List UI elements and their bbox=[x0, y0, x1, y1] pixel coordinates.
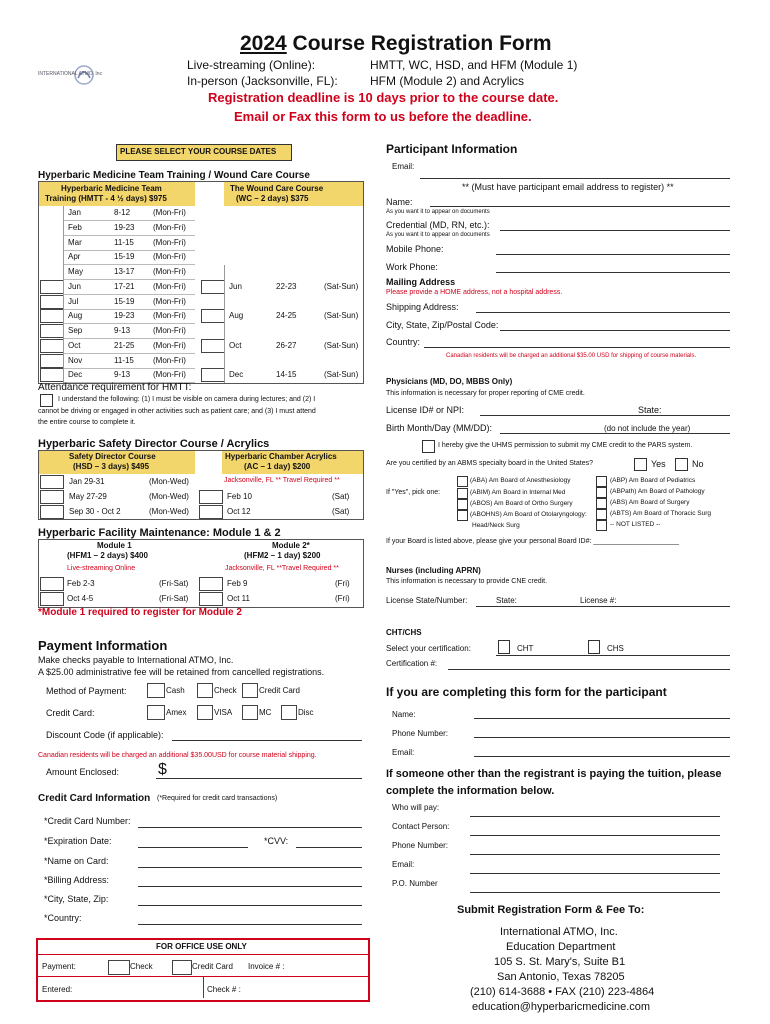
hfm-title: Hyperbaric Facility Maintenance: Module 1 & 2 bbox=[38, 527, 281, 539]
module-note: *Module 1 required to register for Module 2 bbox=[38, 607, 242, 618]
hsd-checkbox[interactable] bbox=[40, 490, 64, 504]
hmtt-checkbox[interactable] bbox=[40, 324, 64, 338]
hsd-title: Hyperbaric Safety Director Course / Acrylics bbox=[38, 438, 270, 450]
cht-title: CHT/CHS bbox=[386, 628, 422, 637]
amex-label: Amex bbox=[166, 708, 187, 717]
cc-info-title: Credit Card Information bbox=[38, 793, 151, 804]
board-id: If your Board is listed above, please give your personal Board ID#: ______________________ bbox=[386, 538, 680, 545]
submit-title: Submit Registration Form & Fee To: bbox=[457, 904, 645, 916]
select-dates-banner: PLEASE SELECT YOUR COURSE DATES bbox=[116, 144, 292, 161]
name-input[interactable] bbox=[430, 206, 730, 207]
mobile-input[interactable] bbox=[496, 254, 730, 255]
cvv-label: *CVV: bbox=[264, 836, 289, 846]
city-input[interactable] bbox=[500, 330, 730, 331]
birth-note: (do not include the year) bbox=[604, 424, 691, 433]
deadline-note: Registration deadline is 10 days prior to the course date. bbox=[208, 90, 559, 105]
cc-field-input[interactable] bbox=[138, 867, 362, 868]
live-courses: HMTT, WC, HSD, and HFM (Module 1) bbox=[370, 58, 578, 72]
address-line: education@hyperbaricmedicine.com bbox=[472, 1001, 651, 1013]
other-email-input[interactable] bbox=[470, 873, 720, 874]
live-label: Live-streaming (Online): bbox=[187, 58, 316, 72]
hmtt-days: 15-19 bbox=[114, 296, 135, 306]
ac-date: Oct 12 bbox=[227, 507, 251, 516]
credit-card-checkbox[interactable] bbox=[242, 683, 258, 698]
inperson-label: In-person (Jacksonville, FL): bbox=[187, 74, 338, 88]
m1-header: Module 1 (HFM1 – 2 days) $400 bbox=[39, 540, 197, 562]
payment-title: Payment Information bbox=[38, 638, 168, 653]
hmtt-weekday: (Mon-Fri) bbox=[153, 237, 186, 247]
m1-checkbox[interactable] bbox=[40, 592, 64, 606]
wc-days: 24-25 bbox=[276, 311, 297, 321]
discount-label: Discount Code (if applicable): bbox=[46, 730, 164, 740]
hmtt-days: 17-21 bbox=[114, 281, 135, 291]
hmtt-row-divider bbox=[63, 323, 195, 324]
hmtt-month: Jun bbox=[68, 281, 81, 291]
license-label: License ID# or NPI: bbox=[386, 405, 465, 415]
m1-weekday: (Fri-Sat) bbox=[159, 579, 189, 588]
board-label: (ABOHNS) Am Board of Otolaryngology: bbox=[470, 511, 587, 518]
hmtt-wc-title: Hyperbaric Medicine Team Training / Wound Care Course bbox=[38, 170, 310, 181]
wc-month: Aug bbox=[229, 311, 244, 321]
nurse-state-label: State: bbox=[496, 596, 517, 605]
hmtt-checkbox[interactable] bbox=[40, 280, 64, 294]
hmtt-month: Apr bbox=[68, 252, 81, 262]
wc-weekday: (Sat-Sun) bbox=[324, 281, 359, 291]
who-pays-input[interactable] bbox=[470, 816, 720, 817]
name-label: Name: bbox=[386, 197, 413, 207]
hmtt-row-divider bbox=[63, 235, 195, 236]
birth-input[interactable] bbox=[500, 433, 730, 434]
hsd-header: Safety Director Course (HSD – 3 days) $495 bbox=[39, 451, 195, 474]
hmtt-row-divider bbox=[63, 294, 195, 295]
cc-field-input[interactable] bbox=[138, 905, 362, 906]
permission-text: I hereby give the UHMS permission to submit my CME credit to the PARS system. bbox=[438, 442, 693, 449]
cc-field-label: *Country: bbox=[44, 913, 82, 923]
hmtt-row-divider bbox=[63, 264, 195, 265]
m1-checkbox[interactable] bbox=[40, 577, 64, 591]
wc-days: 14-15 bbox=[276, 370, 297, 380]
hmtt-checkbox[interactable] bbox=[40, 354, 64, 368]
mc-checkbox[interactable] bbox=[242, 705, 258, 720]
contact-input[interactable] bbox=[470, 835, 720, 836]
board-checkbox[interactable] bbox=[457, 499, 468, 510]
hmtt-days: 11-15 bbox=[114, 355, 134, 365]
attendance-text-3: the entire course to complete it. bbox=[38, 419, 136, 426]
mobile-label: Mobile Phone: bbox=[386, 244, 444, 254]
visa-label: VISA bbox=[214, 708, 233, 717]
payment-line-1: Make checks payable to International ATMO, Inc. bbox=[38, 655, 234, 665]
office-cc-box[interactable] bbox=[172, 960, 192, 975]
office-check-box[interactable] bbox=[108, 960, 130, 975]
address-line: San Antonio, Texas 78205 bbox=[497, 971, 625, 983]
if-yes-label: If "Yes", pick one: bbox=[386, 489, 441, 496]
hmtt-month: Oct bbox=[68, 340, 81, 350]
country-note: Canadian residents will be charged an additional $35.00 USD for shipping of course materials. bbox=[446, 353, 697, 359]
m2-date: Oct 11 bbox=[227, 594, 250, 603]
abms-question: Are you certified by an ABMS specialty board in the United States? bbox=[386, 460, 594, 467]
ac-checkbox[interactable] bbox=[199, 490, 223, 504]
nurses-note: This information is necessary to provide CNE credit. bbox=[386, 578, 548, 585]
hmtt-col-divider bbox=[63, 206, 64, 383]
participant-title: Participant Information bbox=[386, 142, 518, 156]
cert-select-line bbox=[496, 655, 730, 656]
email-label: Email: bbox=[392, 162, 415, 171]
hmtt-month: May bbox=[68, 267, 84, 276]
wc-weekday: (Sat-Sun) bbox=[324, 340, 359, 350]
board-label: (ABP) Am Board of Pediatrics bbox=[610, 477, 696, 484]
office-entered: Entered: bbox=[42, 985, 73, 994]
hmtt-days: 13-17 bbox=[114, 267, 135, 276]
board-label: (ABA) Am Board of Anesthesiology bbox=[470, 477, 571, 484]
physicians-title: Physicians (MD, DO, MBBS Only) bbox=[386, 377, 513, 386]
office-use-box bbox=[36, 938, 370, 1002]
yes-label: Yes bbox=[651, 459, 666, 469]
hmtt-weekday: (Mon-Fri) bbox=[153, 252, 186, 262]
credential-input[interactable] bbox=[500, 230, 730, 231]
cht-label: CHT bbox=[517, 644, 534, 653]
hmtt-days: 21-25 bbox=[114, 340, 135, 350]
disc-label: Disc bbox=[298, 708, 314, 717]
email-fax-note: Email or Fax this form to us before the deadline. bbox=[234, 109, 532, 124]
hmtt-checkbox[interactable] bbox=[40, 295, 64, 309]
hmtt-weekday: (Mon-Fri) bbox=[153, 267, 186, 276]
hsd-dates: Jan 29-31 bbox=[69, 477, 105, 486]
ac-date: Feb 10 bbox=[227, 492, 252, 501]
address-line: Education Department bbox=[506, 941, 616, 953]
office-title: FOR OFFICE USE ONLY bbox=[156, 942, 247, 951]
hsd-weekday: (Mon-Wed) bbox=[149, 492, 189, 501]
cc-field-input[interactable] bbox=[138, 886, 362, 887]
hmtt-checkbox[interactable] bbox=[40, 368, 64, 382]
hmtt-wc-table bbox=[38, 181, 364, 384]
city-label: City, State, Zip/Postal Code: bbox=[386, 320, 499, 330]
hmtt-days: 9-13 bbox=[114, 370, 131, 380]
ac-travel-note: Jacksonville, FL ** Travel Required ** bbox=[224, 477, 340, 484]
wc-month: Jun bbox=[229, 281, 242, 291]
country-label: Country: bbox=[386, 337, 421, 347]
hmtt-row-divider bbox=[63, 309, 195, 310]
board-checkbox[interactable] bbox=[457, 476, 468, 487]
license-input[interactable] bbox=[480, 415, 730, 416]
attendance-text-1: I understand the following: (1) I must be visible on camera during lectures; and (2) I bbox=[58, 396, 316, 403]
credential-note: As you want it to appear on documents bbox=[386, 232, 490, 238]
m1-note: Live-streaming Online bbox=[67, 565, 136, 572]
other-title-1: If someone other than the registrant is paying the tuition, please bbox=[386, 768, 722, 780]
atmo-logo: INTERNATIONAL ATMO, Inc bbox=[38, 62, 130, 92]
hmtt-checkbox[interactable] bbox=[40, 309, 64, 323]
hfm-table bbox=[38, 539, 364, 608]
hmtt-days: 19-23 bbox=[114, 311, 135, 321]
other-email-label: Email: bbox=[392, 860, 415, 869]
cc-field-label: *Name on Card: bbox=[44, 856, 109, 866]
hmtt-row-divider bbox=[63, 368, 195, 369]
cc-field-input[interactable] bbox=[138, 924, 362, 925]
wc-col-divider bbox=[224, 265, 225, 383]
completing-email-label: Email: bbox=[392, 748, 415, 757]
hmtt-weekday: (Mon-Fri) bbox=[153, 326, 186, 335]
dollar-sign: $ bbox=[158, 761, 167, 778]
no-checkbox[interactable] bbox=[675, 458, 688, 471]
completing-name-input[interactable] bbox=[474, 718, 730, 719]
board-checkbox[interactable] bbox=[457, 510, 468, 521]
completing-phone-input[interactable] bbox=[474, 737, 730, 738]
hmtt-weekday: (Mon-Fri) bbox=[153, 340, 186, 350]
mailing-title: Mailing Address bbox=[386, 277, 456, 287]
email-input[interactable] bbox=[420, 178, 730, 179]
cc-info-note: (*Required for credit card transactions) bbox=[157, 795, 278, 802]
cert-select-label: Select your certification: bbox=[386, 644, 471, 653]
form-title: 2024 Course Registration Form bbox=[240, 32, 552, 55]
cc-field-label: *Credit Card Number: bbox=[44, 816, 131, 826]
chs-checkbox[interactable] bbox=[588, 640, 600, 654]
hmtt-weekday: (Mon-Fri) bbox=[153, 222, 186, 232]
credit-card-label: Credit Card bbox=[259, 686, 300, 695]
m2-date: Feb 9 bbox=[227, 579, 248, 588]
wc-days: 26-27 bbox=[276, 340, 297, 350]
completing-phone-label: Phone Number: bbox=[392, 729, 449, 738]
address-line: (210) 614-3688 • FAX (210) 223-4864 bbox=[470, 986, 655, 998]
attendance-checkbox[interactable] bbox=[40, 394, 53, 407]
board-checkbox[interactable] bbox=[596, 498, 607, 509]
work-label: Work Phone: bbox=[386, 262, 438, 272]
hsd-dates: May 27-29 bbox=[69, 492, 107, 501]
hmtt-days: 9-13 bbox=[114, 326, 131, 335]
office-checknum: Check # : bbox=[207, 985, 241, 994]
ac-checkbox[interactable] bbox=[199, 505, 223, 519]
board-label: (ABS) Am Board of Surgery bbox=[610, 499, 690, 506]
amount-label: Amount Enclosed: bbox=[46, 767, 120, 777]
m2-checkbox[interactable] bbox=[199, 577, 223, 591]
m2-header: Module 2* (HFM2 – 1 day) $200 bbox=[244, 541, 321, 560]
address-line: 105 S. St. Mary's, Suite B1 bbox=[494, 956, 626, 968]
credential-label: Credential (MD, RN, etc.): bbox=[386, 220, 490, 230]
attendance-title: Attendance requirement for HMTT: bbox=[38, 382, 192, 393]
hmtt-month: Jul bbox=[68, 296, 79, 306]
hmtt-weekday: (Mon-Fri) bbox=[153, 311, 186, 321]
nurses-title: Nurses (including APRN) bbox=[386, 566, 481, 575]
wc-header: The Wound Care Course (WC – 2 days) $375 bbox=[224, 182, 363, 206]
ac-weekday: (Sat) bbox=[332, 507, 350, 516]
board-label: (ABPath) Am Board of Pathology bbox=[610, 488, 705, 495]
board-label: (ABOS) Am Board of Ortho Surgery bbox=[470, 500, 573, 507]
board-label: -- NOT LISTED -- bbox=[610, 521, 661, 528]
other-phone-input[interactable] bbox=[470, 854, 720, 855]
board-label: (ABTS) Am Board of Thoracic Surg bbox=[610, 510, 712, 517]
nurse-license-input[interactable] bbox=[476, 606, 730, 607]
office-cc-label: Credit Card bbox=[192, 962, 233, 971]
hmtt-month: Feb bbox=[68, 222, 82, 232]
hsd-weekday: (Mon-Wed) bbox=[149, 477, 189, 486]
hmtt-row-divider bbox=[63, 338, 195, 339]
birth-label: Birth Month/Day (MM/DD): bbox=[386, 423, 493, 433]
m2-note: Jacksonville, FL **Travel Required ** bbox=[225, 565, 339, 572]
cert-num-label: Certification #: bbox=[386, 659, 438, 668]
attendance-text-2: cannot be driving or engaged in other activities such as patient care; and (3) I must attend bbox=[38, 408, 316, 415]
m1-weekday: (Fri-Sat) bbox=[159, 594, 189, 603]
board-checkbox[interactable] bbox=[596, 487, 607, 498]
board-checkbox[interactable] bbox=[596, 520, 607, 531]
other-title-2: complete the information below. bbox=[386, 785, 555, 797]
wc-checkbox[interactable] bbox=[201, 339, 225, 353]
cht-checkbox[interactable] bbox=[498, 640, 510, 654]
ac-weekday: (Sat) bbox=[332, 492, 350, 501]
method-label: Method of Payment: bbox=[46, 686, 127, 696]
hmtt-days: 8-12 bbox=[114, 208, 131, 217]
discount-input[interactable] bbox=[172, 740, 362, 741]
wc-month: Oct bbox=[229, 340, 242, 350]
wc-month: Dec bbox=[229, 370, 244, 380]
address-line: International ATMO, Inc. bbox=[500, 926, 618, 938]
hmtt-checkbox[interactable] bbox=[40, 339, 64, 353]
cc-field-label: *Billing Address: bbox=[44, 875, 110, 885]
permission-checkbox[interactable] bbox=[422, 440, 435, 453]
hmtt-header: Hyperbaric Medicine Team Training (HMTT - 4 ½ days) $975 bbox=[39, 182, 195, 206]
cc-field-input[interactable] bbox=[138, 847, 248, 848]
completing-name-label: Name: bbox=[392, 710, 416, 719]
po-label: P.O. Number bbox=[392, 879, 438, 888]
hsd-checkbox[interactable] bbox=[40, 505, 64, 519]
cc-field-label: *City, State, Zip: bbox=[44, 894, 109, 904]
mc-label: MC bbox=[259, 708, 272, 717]
hmtt-weekday: (Mon-Fri) bbox=[153, 296, 186, 306]
wc-checkbox[interactable] bbox=[201, 368, 225, 382]
hmtt-row-divider bbox=[63, 250, 195, 251]
office-invoice: Invoice # : bbox=[248, 962, 285, 971]
hmtt-weekday: (Mon-Fri) bbox=[153, 208, 186, 217]
physicians-note: This information is necessary for proper reporting of CME credit. bbox=[386, 390, 585, 397]
cert-num-input[interactable] bbox=[448, 669, 730, 670]
name-note: As you want it to appear on documents bbox=[386, 209, 490, 215]
board-label: Head/Neck Surg bbox=[472, 522, 520, 529]
cc-field-input[interactable] bbox=[138, 827, 362, 828]
other-phone-label: Phone Number: bbox=[392, 841, 449, 850]
yes-checkbox[interactable] bbox=[634, 458, 647, 471]
nurse-license-label: License #: bbox=[580, 596, 617, 605]
shipping-input[interactable] bbox=[476, 312, 730, 313]
hmtt-month: Mar bbox=[68, 237, 82, 247]
disc-checkbox[interactable] bbox=[281, 705, 297, 720]
inperson-courses: HFM (Module 2) and Acrylics bbox=[370, 74, 525, 88]
m2-weekday: (Fri) bbox=[335, 579, 350, 588]
completing-title: If you are completing this form for the participant bbox=[386, 685, 667, 699]
hmtt-days: 19-23 bbox=[114, 222, 135, 232]
amount-input[interactable] bbox=[156, 778, 362, 779]
office-check-label: Check bbox=[130, 962, 153, 971]
hmtt-row-divider bbox=[63, 353, 195, 354]
wc-checkbox[interactable] bbox=[201, 309, 225, 323]
cc-field-label: *Expiration Date: bbox=[44, 836, 112, 846]
shipping-label: Shipping Address: bbox=[386, 302, 459, 312]
license-state-label: License State/Number: bbox=[386, 596, 468, 605]
no-label: No bbox=[692, 459, 704, 469]
cvv-input[interactable] bbox=[296, 847, 362, 848]
email-note: ** (Must have participant email address to register) ** bbox=[462, 182, 674, 192]
canadian-note: Canadian residents will be charged an additional $35.00USD for course material shipping. bbox=[38, 752, 317, 759]
hsd-checkbox[interactable] bbox=[40, 475, 64, 489]
ac-header: Hyperbaric Chamber Acrylics (AC – 1 day) $200 bbox=[222, 451, 363, 474]
hmtt-row-divider bbox=[63, 220, 195, 221]
m2-weekday: (Fri) bbox=[335, 594, 350, 603]
country-input[interactable] bbox=[424, 347, 730, 348]
hmtt-days: 15-19 bbox=[114, 252, 135, 262]
m1-dates: Feb 2-3 bbox=[67, 579, 95, 588]
hmtt-month: Jan bbox=[68, 208, 81, 217]
hmtt-month: Nov bbox=[68, 355, 83, 365]
office-payment: Payment: bbox=[42, 962, 76, 971]
hmtt-weekday: (Mon-Fri) bbox=[153, 370, 186, 380]
hmtt-days: 11-15 bbox=[114, 237, 134, 247]
check-checkbox[interactable] bbox=[197, 683, 213, 698]
wc-weekday: (Sat-Sun) bbox=[324, 370, 359, 380]
hsd-table bbox=[38, 450, 364, 520]
m1-dates: Oct 4-5 bbox=[67, 594, 94, 603]
check-label: Check bbox=[214, 686, 237, 695]
cash-label: Cash bbox=[166, 686, 185, 695]
hmtt-month: Aug bbox=[68, 311, 83, 321]
hmtt-row-divider bbox=[63, 279, 195, 280]
hsd-dates: Sep 30 - Oct 2 bbox=[69, 507, 121, 516]
completing-email-input[interactable] bbox=[474, 756, 730, 757]
wc-days: 22-23 bbox=[276, 281, 297, 291]
mailing-note: Please provide a HOME address, not a hospital address. bbox=[386, 289, 563, 296]
cash-checkbox[interactable] bbox=[147, 683, 165, 698]
who-pays-label: Who will pay: bbox=[392, 803, 440, 812]
board-label: (ABIM) Am Board in Internal Med bbox=[470, 489, 566, 496]
work-input[interactable] bbox=[496, 272, 730, 273]
wc-checkbox[interactable] bbox=[201, 280, 225, 294]
hsd-weekday: (Mon-Wed) bbox=[149, 507, 189, 516]
chs-label: CHS bbox=[607, 644, 624, 653]
amex-checkbox[interactable] bbox=[147, 705, 165, 720]
state-label: State: bbox=[638, 405, 662, 415]
po-input[interactable] bbox=[470, 892, 720, 893]
hmtt-month: Dec bbox=[68, 370, 83, 380]
payment-line-2: A $25.00 administrative fee will be retained from cancelled registrations. bbox=[38, 667, 325, 677]
visa-checkbox[interactable] bbox=[197, 705, 213, 720]
hmtt-weekday: (Mon-Fri) bbox=[153, 355, 186, 365]
board-checkbox[interactable] bbox=[596, 476, 607, 487]
wc-weekday: (Sat-Sun) bbox=[324, 311, 359, 321]
cc-label: Credit Card: bbox=[46, 708, 95, 718]
board-checkbox[interactable] bbox=[457, 488, 468, 499]
board-checkbox[interactable] bbox=[596, 509, 607, 520]
m2-checkbox[interactable] bbox=[199, 592, 223, 606]
hmtt-month: Sep bbox=[68, 326, 83, 335]
hmtt-weekday: (Mon-Fri) bbox=[153, 281, 186, 291]
contact-label: Contact Person: bbox=[392, 822, 450, 831]
